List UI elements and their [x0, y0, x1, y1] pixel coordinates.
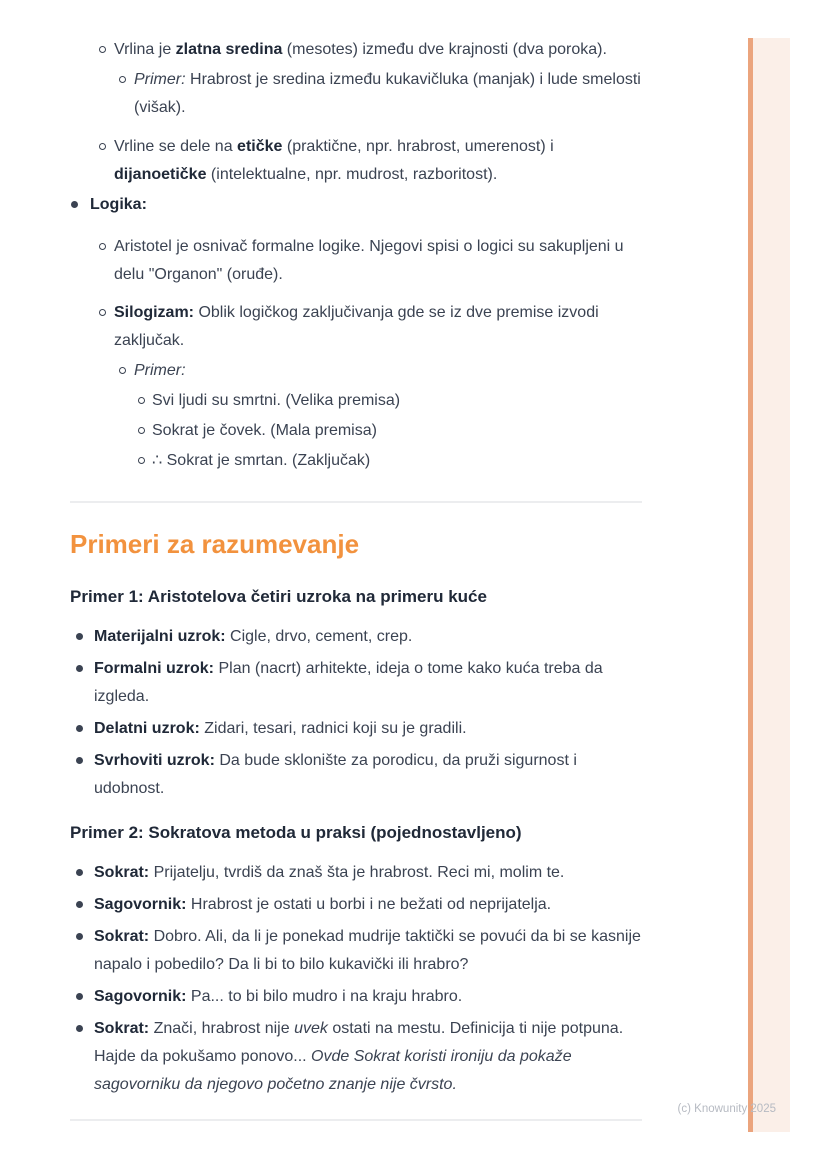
list-item [70, 357, 642, 385]
bullet-circle-icon [99, 309, 106, 316]
list-item [70, 233, 642, 289]
list-item-text: Delatni uzrok: Zidari, tesari, radnici koji su je gradili. [94, 720, 467, 737]
list-item [70, 891, 642, 919]
bullet-circle-icon [138, 397, 145, 404]
section-heading: Primeri za razumevanje [70, 529, 360, 559]
list-item [70, 36, 642, 64]
bullet-circle-icon [99, 143, 106, 150]
bullet-disc-icon [76, 933, 83, 940]
section-divider [70, 501, 642, 503]
bullet-circle-icon [99, 46, 106, 53]
list-item-text: Sagovornik: Hrabrost je ostati u borbi i ne bežati od neprijatelja. [94, 896, 552, 913]
bullet-disc-icon [76, 757, 83, 764]
list-item-text: ∴ Sokrat je smrtan. (Zaključak) [152, 452, 371, 469]
list-item [70, 1015, 642, 1099]
list-item-text: Sokrat je čovek. (Mala premisa) [152, 422, 377, 439]
example2-list [70, 859, 642, 1099]
list-item [70, 655, 642, 711]
bottom-divider [70, 1119, 642, 1121]
list-item [70, 859, 642, 887]
list-item-text: Sokrat: Prijatelju, tvrdiš da znaš šta je hrabrost. Reci mi, molim te. [94, 864, 565, 881]
list-item [70, 447, 642, 475]
list-item-text: Logika: [90, 196, 147, 213]
page-edge-stripe [748, 38, 790, 1132]
list-item [70, 715, 642, 743]
list-item [70, 983, 642, 1011]
list-item-text: Sokrat: Znači, hrabrost nije uvek ostati na mestu. Definicija ti nije potpuna. Hajde da pokušamo ponovo... Ovde Sokrat koristi ironiju da pokaže sagovorniku da njegovo početno znanje nije čvrsto. [94, 1020, 624, 1093]
list-item-text: Svi ljudi su smrtni. (Velika premisa) [152, 392, 401, 409]
bullet-disc-icon [76, 993, 83, 1000]
bullet-disc-icon [76, 901, 83, 908]
bullet-disc-icon [71, 201, 78, 208]
example1-heading: Primer 1: Aristotelova četiri uzroka na primeru kuće [70, 587, 487, 606]
list-item-text: Silogizam: Oblik logičkog zaključivanja gde se iz dve premise izvodi zaključak. [114, 304, 599, 349]
bullet-circle-icon [138, 427, 145, 434]
list-item [70, 747, 642, 803]
list-item [70, 133, 642, 189]
list-item [70, 191, 642, 219]
bullet-circle-icon [138, 457, 145, 464]
footer-copyright: (c) Knowunity 2025 [677, 1103, 776, 1115]
example2-heading: Primer 2: Sokratova metoda u praksi (pojednostavljeno) [70, 823, 522, 842]
list-item-text: Sagovornik: Pa... to bi bilo mudro i na kraju hrabro. [94, 988, 463, 1005]
list-item-text: Vrlina je zlatna sredina (mesotes) između dve krajnosti (dva poroka). [114, 41, 607, 58]
list-item-text: Aristotel je osnivač formalne logike. Njegovi spisi o logici su sakupljeni u delu "Organon" (oruđe). [114, 238, 624, 283]
notes-outline-list [70, 36, 642, 475]
list-item-text: Primer: [134, 362, 186, 379]
list-item [70, 623, 642, 651]
list-item [70, 387, 642, 415]
document-content [70, 36, 642, 1121]
list-item [70, 923, 642, 979]
list-item [70, 299, 642, 355]
list-item-text: Formalni uzrok: Plan (nacrt) arhitekte, ideja o tome kako kuća treba da izgleda. [94, 660, 603, 705]
list-item-text: Vrline se dele na etičke (praktične, npr. hrabrost, umerenost) i dijanoetičke (intelektualne, npr. mudrost, razboritost). [114, 138, 554, 183]
list-item-text: Primer: Hrabrost je sredina između kukavičluka (manjak) i lude smelosti (višak). [134, 71, 641, 116]
list-item [70, 66, 642, 122]
list-item-text: Materijalni uzrok: Cigle, drvo, cement, crep. [94, 628, 413, 645]
list-item-text: Sokrat: Dobro. Ali, da li je ponekad mudrije taktički se povući da bi se kasnije napalo i pobedilo? Da li bi to bilo kukavički ili hrabro? [94, 928, 641, 973]
bullet-circle-icon [119, 76, 126, 83]
bullet-disc-icon [76, 1025, 83, 1032]
bullet-disc-icon [76, 665, 83, 672]
bullet-disc-icon [76, 725, 83, 732]
list-item [70, 417, 642, 445]
bullet-circle-icon [119, 367, 126, 374]
bullet-circle-icon [99, 243, 106, 250]
example1-list [70, 623, 642, 803]
bullet-disc-icon [76, 869, 83, 876]
bullet-disc-icon [76, 633, 83, 640]
list-item-text: Svrhoviti uzrok: Da bude sklonište za porodicu, da pruži sigurnost i udobnost. [94, 752, 577, 797]
